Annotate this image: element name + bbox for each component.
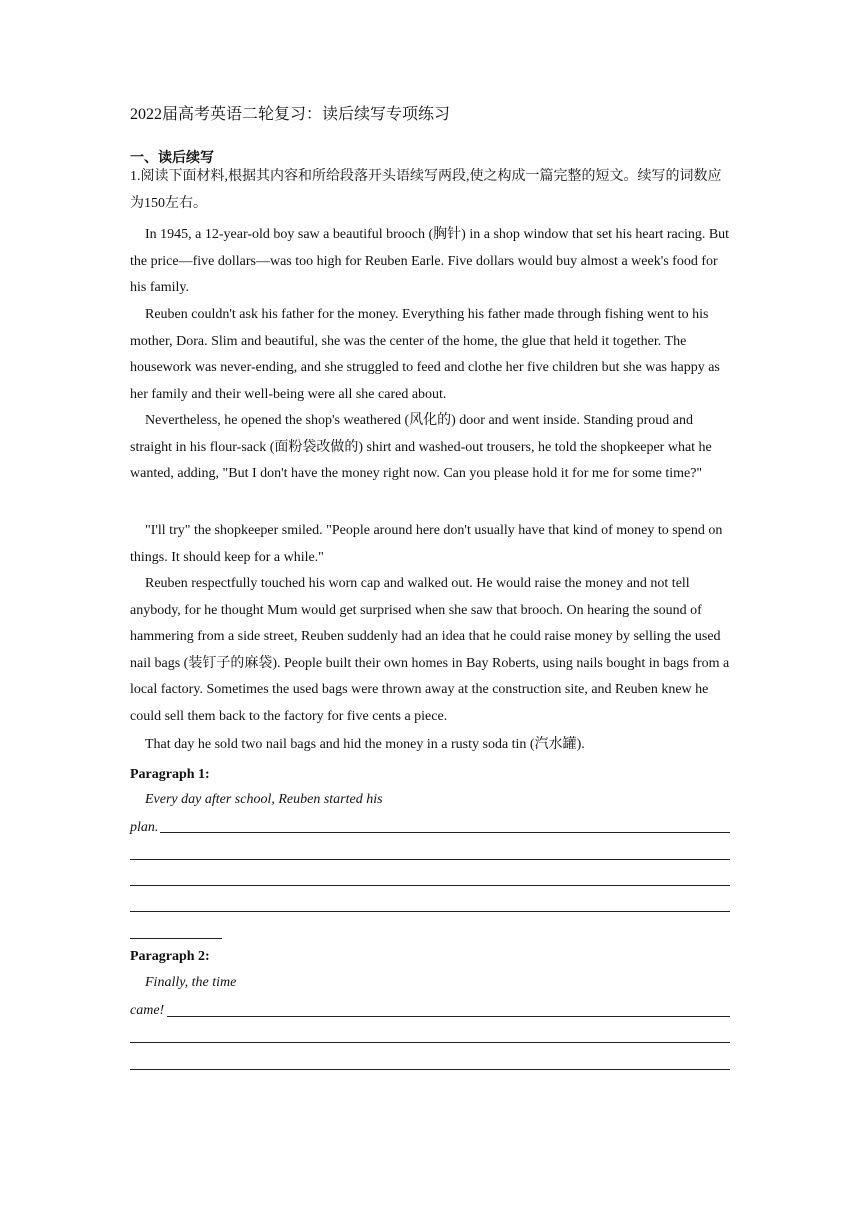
paragraph-1-lead: Every day after school, Reuben started his [145,792,383,807]
writing-line[interactable] [167,1016,730,1017]
writing-line[interactable] [130,911,730,912]
story-paragraph-4: "I'll try" the shopkeeper smiled. "People around here don't usually have that kind of money to spend on things. It should keep for a while." [130,523,723,565]
paragraph-1-lead-end: plan. [130,820,159,835]
writing-line[interactable] [130,1042,730,1043]
story-paragraph-2: Reuben couldn't ask his father for the money. Everything his father made through fishing went to his mother, Dora. Slim and beautiful, she was the center of the home, the glue that held it together. The housework was never-ending, and she struggled to feed and clothe her five children but she was happy as her family and their well-being were all she cared about. [130,307,720,402]
paragraph-2-label: Paragraph 2: [130,949,210,964]
writing-line[interactable] [130,938,222,939]
paragraph-2-lead-end: came! [130,1003,165,1018]
paragraph-1-label: Paragraph 1: [130,767,210,782]
instruction-text: 1.阅读下面材料,根据其内容和所给段落开头语续写两段,使之构成一篇完整的短文。续写的词数应为150左右。 [130,169,722,211]
paragraph-2-lead: Finally, the time [145,975,237,990]
writing-line[interactable] [130,859,730,860]
story-paragraph-1: In 1945, a 12-year-old boy saw a beautiful brooch (胸针) in a shop window that set his heart racing. But the price—five dollars—was too high for Reuben Earle. Five dollars would buy almost a week's food for his family. [130,227,730,295]
document-title: 2022届高考英语二轮复习：读后续写专项练习 [130,106,451,123]
story-paragraph-3: Nevertheless, he opened the shop's weathered (风化的) door and went inside. Standing proud and straight in his flour-sack (面粉袋改做的) shirt and washed-out trousers, he told the shopkeeper what he wanted, adding, "But I don't have the money right now. Can you please hold it for me for some time?" [130,413,712,481]
writing-line[interactable] [130,885,730,886]
writing-line[interactable] [160,832,730,833]
writing-line[interactable] [130,1069,730,1070]
story-paragraph-5: Reuben respectfully touched his worn cap and walked out. He would raise the money and not tell anybody, for he thought Mum would get surprised when she saw that brooch. On hearing the sound of hammering from a side street, Reuben suddenly had an idea that he could raise money by selling the used nail bags (装钉子的麻袋). People built their own homes in Bay Roberts, using nails bought in bags from a local factory. Sometimes the used bags were thrown away at the construction site, and Reuben knew he could sell them back to the factory for five cents a piece. [130,576,730,724]
story-paragraph-6: That day he sold two nail bags and hid the money in a rusty soda tin (汽水罐). [145,737,585,752]
section-heading: 一、读后续写 [130,150,214,166]
